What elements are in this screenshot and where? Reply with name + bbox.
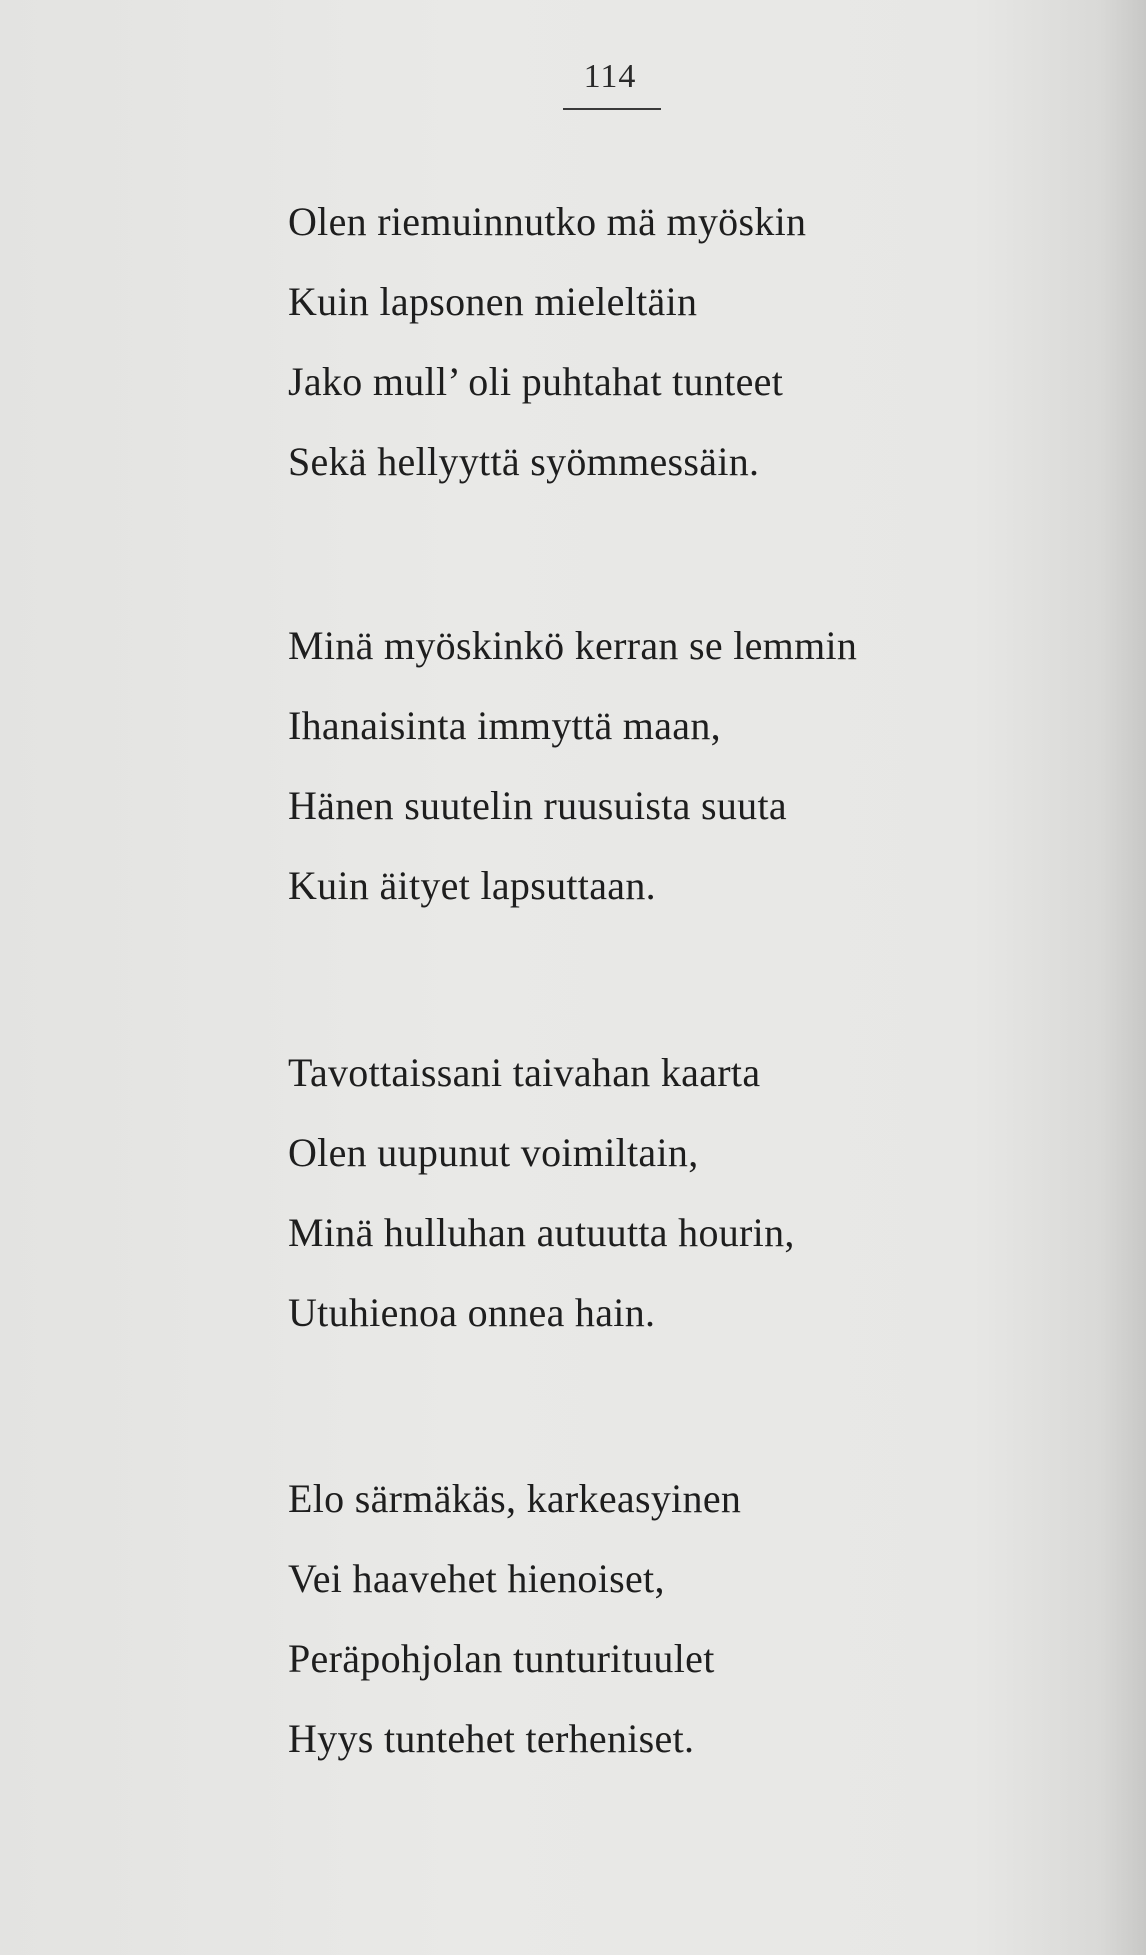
verse-line: Olen uupunut voimiltain, — [288, 1130, 699, 1175]
page-number: 114 — [583, 58, 637, 95]
page-number-rule — [563, 108, 661, 110]
verse-line: Peräpohjolan tunturituulet — [288, 1636, 715, 1681]
verse-line: Olen riemuinnutko mä myöskin — [288, 199, 807, 244]
verse-line: Jako mull’ oli puhtahat tunteet — [288, 359, 784, 404]
verse-line: Hyys tuntehet terheniset. — [288, 1716, 695, 1761]
verse-line: Sekä hellyyttä syömmessäin. — [288, 439, 760, 484]
verse-line: Minä hulluhan autuutta hourin, — [288, 1210, 795, 1255]
verse-line: Minä myöskinkö kerran se lemmin — [288, 623, 858, 668]
verse-line: Vei haavehet hienoiset, — [288, 1556, 665, 1601]
stanza — [288, 606, 857, 926]
verse-line: Elo särmäkäs, karkeasyinen — [288, 1476, 742, 1521]
verse-line: Hänen suutelin ruusuista suuta — [288, 783, 787, 828]
stanza — [288, 1033, 795, 1353]
verse-line: Tavottaissani taivahan kaarta — [288, 1050, 761, 1095]
stanza — [288, 1459, 741, 1779]
verse-line: Ihanaisinta immyttä maan, — [288, 703, 721, 748]
stanza — [288, 182, 806, 502]
verse-line: Kuin lapsonen mieleltäin — [288, 279, 698, 324]
verse-line: Utuhienoa onnea hain. — [288, 1290, 656, 1335]
verse-line: Kuin äityet lapsuttaan. — [288, 863, 656, 908]
